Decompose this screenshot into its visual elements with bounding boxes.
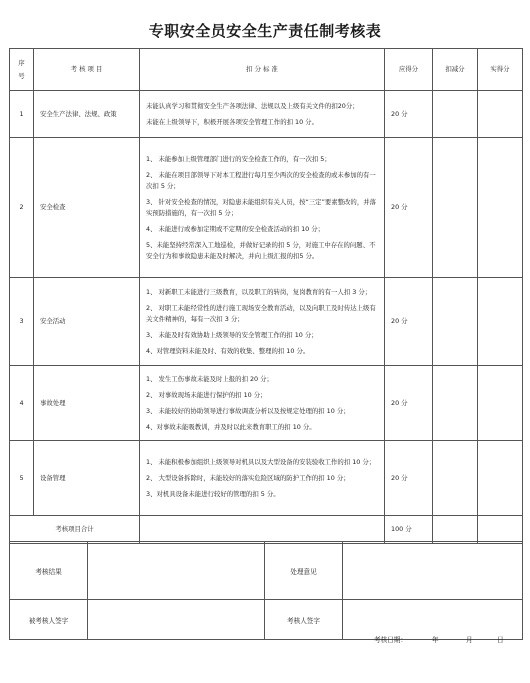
criteria-line: 1、 对新职工未能进行三级教育，以及职工的转岗，复岗教育的有一人扣 3 分； [146, 287, 372, 296]
table-row [10, 278, 523, 366]
criteria-line: 1、 未能积极参加组织上级领导对机具以及大型设备的安装验收工作的扣 10 分； [146, 457, 376, 466]
criteria-line: 1、 发生工伤事故未能及时上报的扣 20 分； [146, 374, 273, 383]
criteria-line: 未能在上级领导下，积极开展各项安全管理工作的扣 10 分。 [146, 117, 318, 126]
criteria-line: 4、对管理资料未能及时、有效的收集、整理的扣 10 分。 [146, 346, 310, 355]
row-number: 5 [10, 441, 34, 516]
criteria-line: 未能认真学习和贯彻安全生产各项法律、法规以及上级有关文件的扣20分； [146, 101, 359, 110]
opinion-label: 处理意见 [265, 542, 343, 600]
criteria-line: 2、 对职工未能经常性的进行施工现场安全教育活动，以及向职工及时传达上级有关文件精神的，每有一次扣 3 分； [146, 303, 376, 323]
row-due-score: 20 分 [385, 138, 433, 278]
criteria-line: 3、 未能较好的协助领导进行事故调查分析以及按规定处理的扣 10 分； [146, 406, 350, 415]
row-item: 设备管理 [34, 441, 140, 516]
row-due-score: 20 分 [385, 278, 433, 366]
row-item: 安全生产法律、法规、政策 [34, 91, 140, 138]
row-criteria [140, 138, 385, 278]
opinion-field[interactable] [343, 542, 523, 600]
row-number: 1 [10, 91, 34, 138]
row-criteria [140, 91, 385, 138]
row-deduct-score-field[interactable] [433, 91, 478, 138]
row-actual-score-field[interactable] [478, 441, 523, 516]
criteria-line: 3、对机具设备未能进行较好的管理的扣 5 分。 [146, 489, 280, 498]
row-deduct-score-field[interactable] [433, 366, 478, 441]
row-actual-score-field[interactable] [478, 278, 523, 366]
table-row [10, 91, 523, 138]
criteria-line: 5、未能坚持经常深入工地巡检，并做好记录的扣 5 分，对施工中存在的问题、不安全行为和事故隐患未能及时解决，并向上级汇报的扣5 分。 [146, 240, 376, 260]
criteria-line: 3、 针对安全检查的情况，对隐患未能组织有关人员，按“三定”要素整改的，并落实预防措施的，有一次扣 5 分； [146, 197, 376, 217]
criteria-line: 2、 大型设备拆除时，未能较好的落实危险区域的防护工作的扣 10 分； [146, 473, 350, 482]
row-item: 事故处理 [34, 366, 140, 441]
criteria-line: 4、 未能进行或参加定期或不定期的安全检查活动的扣 10 分； [146, 224, 325, 233]
header-criteria: 扣 分 标 准 [140, 49, 385, 91]
row-criteria [140, 278, 385, 366]
header-no: 序号 [10, 49, 34, 91]
table-row [10, 138, 523, 278]
row-number: 2 [10, 138, 34, 278]
table-header-row [10, 49, 523, 91]
assessment-table [9, 48, 523, 544]
criteria-line: 3、 未能及时有效协助上级领导的安全管理工作的扣 10 分； [146, 330, 318, 339]
row-item: 安全检查 [34, 138, 140, 278]
total-deduct-field[interactable] [433, 516, 478, 544]
row-actual-score-field[interactable] [478, 91, 523, 138]
criteria-line: 2、 未能在项目部领导下对本工程进行每月至少两次的安全检查的或未参加的有一次扣 5 分； [146, 170, 376, 190]
row-deduct-score-field[interactable] [433, 138, 478, 278]
signature-table [9, 541, 523, 640]
assessor-signature-label: 考核人签字 [265, 600, 343, 640]
row-actual-score-field[interactable] [478, 138, 523, 278]
criteria-line: 2、 对事故现场未能进行保护的扣 10 分； [146, 390, 267, 399]
table-row [10, 441, 523, 516]
date-month-unit: 月 [466, 636, 473, 644]
row-criteria [140, 441, 385, 516]
assessee-signature-label: 被考核人签字 [10, 600, 88, 640]
header-deduct-score: 扣减分 [433, 49, 478, 91]
table-row [10, 366, 523, 441]
row-item: 安全活动 [34, 278, 140, 366]
date-label: 考核日期： [374, 636, 407, 644]
header-due-score: 应得分 [385, 49, 433, 91]
total-criteria-blank [140, 516, 385, 544]
date-day-unit: 日 [497, 636, 504, 644]
row-due-score: 20 分 [385, 91, 433, 138]
result-label: 考核结果 [10, 542, 88, 600]
total-due-score: 100 分 [385, 516, 433, 544]
row-due-score: 20 分 [385, 366, 433, 441]
row-actual-score-field[interactable] [478, 366, 523, 441]
row-deduct-score-field[interactable] [433, 441, 478, 516]
assessee-signature-field[interactable] [88, 600, 265, 640]
criteria-line: 4、对事故未能吸教训，并及时以此来教育职工的扣 10 分。 [146, 422, 316, 431]
header-item: 考 核 项 目 [34, 49, 140, 91]
date-year-unit: 年 [432, 636, 439, 644]
row-number: 3 [10, 278, 34, 366]
header-actual-score: 实得分 [478, 49, 523, 91]
result-field[interactable] [88, 542, 265, 600]
row-criteria [140, 366, 385, 441]
total-row [10, 516, 523, 544]
total-label: 考核项目合计 [10, 516, 140, 544]
row-deduct-score-field[interactable] [433, 278, 478, 366]
form-title: 专职安全员安全生产责任制考核表 [148, 22, 382, 40]
criteria-line: 1、 未能参加上级管理部门进行的安全检查工作的，有一次扣 5； [146, 154, 331, 163]
row-due-score: 20 分 [385, 441, 433, 516]
row-number: 4 [10, 366, 34, 441]
total-actual-field[interactable] [478, 516, 523, 544]
